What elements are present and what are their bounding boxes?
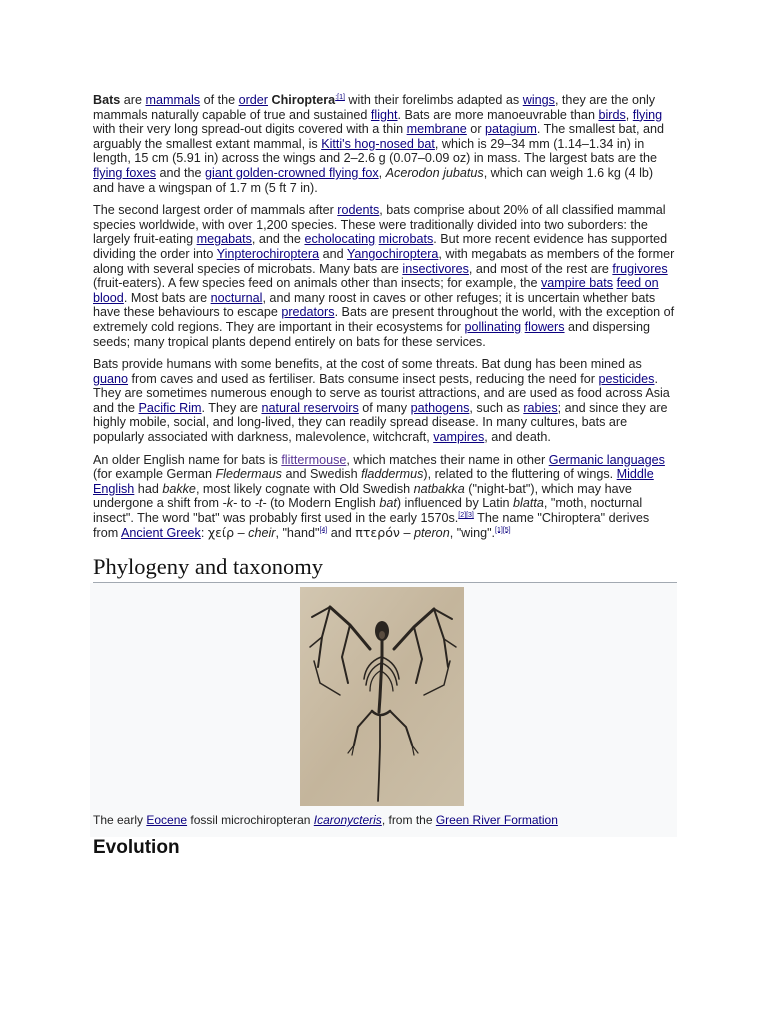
citation-ref[interactable]: [2][3] — [458, 511, 474, 519]
link-vampires[interactable]: vampires — [433, 430, 485, 445]
link-predators[interactable]: predators — [281, 305, 335, 320]
text-run: . They are — [201, 400, 262, 415]
text-run: . But more recent evidence has supported dividing the order into — [93, 232, 668, 261]
text-run: The early — [93, 813, 147, 828]
link-flowers[interactable]: flowers — [524, 319, 565, 334]
evolution-heading: Evolution — [93, 837, 180, 859]
text-run: , with megabats as members of the former along with several species of microbats. Many bats are — [93, 246, 675, 276]
text-run: fossil microchiropteran — [187, 813, 314, 828]
link-pacific-rim[interactable]: Pacific Rim — [138, 400, 202, 415]
italic-term: Acerodon jubatus — [385, 165, 484, 180]
text-run: from caves and used as fertiliser. Bats consume insect pests, reducing the need for — [128, 371, 599, 386]
text-run: The second largest order of mammals after — [93, 203, 338, 218]
text-run: . The smallest bat, and arguably the smallest extant mammal, is — [93, 122, 665, 151]
article-paragraphs — [93, 93, 677, 540]
bold-term: Chiroptera — [271, 93, 336, 107]
text-run: . Bats are present throughout the world, with the exception of extremely cold regions. They are important in their ecosystems for — [93, 305, 675, 334]
text-run: , from the — [381, 813, 436, 828]
link-flying[interactable]: flying — [632, 107, 663, 122]
italic-term: -t- — [254, 496, 267, 511]
text-run: ("night-bat"), which may have undergone a shift from — [93, 481, 632, 511]
link-echolocating[interactable]: echolocating — [304, 232, 376, 247]
italic-term: natbakka — [413, 481, 465, 496]
text-run: , and most of the rest are — [468, 261, 613, 276]
text-run: ), related to the fluttering of wings. — [423, 467, 617, 482]
link-yangochiroptera[interactable]: Yangochiroptera — [346, 246, 439, 261]
text-run: and the — [156, 165, 206, 180]
text-run: , and the — [251, 232, 305, 247]
text-run: , which is 29–34 mm (1.14–1.34 in) in length, 15 cm (5.91 in) across the wings and 2–2.6 g (0.07–0.09 oz) in mass. The largest bats are the — [93, 136, 658, 166]
link-guano[interactable]: guano — [93, 371, 129, 386]
figure — [90, 583, 677, 837]
text-run: ; and since they are highly mobile, social, and long-lived, they can readily spread disease. In many cultures, bats are popularly associated with darkness, malevolence, witchcraft, — [93, 400, 668, 445]
link-birds[interactable]: birds — [598, 107, 626, 122]
link-eocene[interactable]: Eocene — [146, 813, 188, 828]
italic-term: fladdermus — [361, 467, 424, 482]
text-run: . Most bats are — [123, 290, 211, 305]
link-icaronycteris[interactable]: Icaronycteris — [313, 813, 382, 828]
bold-term: Bats — [93, 93, 121, 107]
section-heading: Phylogeny and taxonomy — [93, 554, 677, 583]
text-run: , which can weigh 1.6 kg (4 lb) and have a wingspan of 1.7 m (5 ft 7 in). — [93, 165, 654, 195]
italic-term: bakke — [162, 481, 196, 496]
text-run: (to Modern English — [266, 496, 380, 511]
text-run: and — [327, 525, 356, 540]
text-run: – — [234, 525, 249, 540]
link-yinpterochiroptera[interactable]: Yinpterochiroptera — [216, 246, 320, 261]
text-run: ) influenced by Latin — [396, 496, 514, 511]
text-run: to — [237, 496, 255, 511]
link-frugivores[interactable]: frugivores — [612, 261, 668, 276]
link-flying-foxes[interactable]: flying foxes — [93, 165, 156, 180]
link-membrane[interactable]: membrane — [406, 122, 467, 137]
text-run: or — [466, 122, 486, 137]
text-run: , which matches their name in other — [346, 452, 549, 467]
link-patagium[interactable]: patagium — [485, 122, 537, 137]
link-flight[interactable]: flight — [370, 107, 398, 122]
paragraph — [93, 357, 677, 445]
text-run: The name "Chiroptera" derives from — [93, 511, 650, 540]
italic-term: bat — [379, 496, 397, 511]
text-run: with their forelimbs adapted as — [344, 93, 523, 107]
italic-term: cheir — [248, 525, 276, 540]
paragraph — [93, 93, 677, 195]
link-giant-golden-crowned-flying-fox[interactable]: giant golden-crowned flying fox — [205, 165, 379, 180]
figure-caption — [93, 813, 558, 827]
text-run: An older English name for bats is — [93, 452, 282, 467]
link-rodents[interactable]: rodents — [337, 203, 380, 218]
text-run: , "wing". — [449, 525, 496, 540]
link-megabats[interactable]: megabats — [196, 232, 252, 247]
link-ancient-greek[interactable]: Ancient Greek — [121, 525, 201, 540]
citation-ref[interactable]: [4] — [319, 526, 328, 534]
link-microbats[interactable]: microbats — [378, 232, 434, 247]
link-vampire-bats[interactable]: vampire bats — [541, 276, 614, 291]
link-mammals[interactable]: mammals — [145, 93, 201, 107]
link-insectivores[interactable]: insectivores — [402, 261, 469, 276]
link-feed-on-blood[interactable]: feed on blood — [93, 276, 659, 305]
paragraph — [93, 453, 677, 541]
text-run: : — [200, 525, 208, 540]
link-germanic-languages[interactable]: Germanic languages — [548, 452, 665, 467]
text-run: , they are the only mammals naturally capable of true and sustained — [93, 93, 656, 122]
link-nocturnal[interactable]: nocturnal — [210, 290, 263, 305]
link-flittermouse[interactable]: flittermouse — [281, 452, 347, 467]
text-run: , and death. — [484, 430, 551, 445]
link-wings[interactable]: wings — [522, 93, 555, 107]
fossil-image — [300, 587, 464, 806]
article-body — [93, 93, 677, 859]
italic-term: -k- — [222, 496, 238, 511]
link-pathogens[interactable]: pathogens — [410, 400, 470, 415]
citation-ref[interactable]: :[1] — [335, 93, 345, 101]
text-run: and dispersing seeds; many tropical plants depend entirely on bats for these services. — [93, 319, 650, 349]
greek-word: πτερόν — [355, 524, 400, 540]
text-run: Bats provide humans with some benefits, at the cost of some threats. Bat dung has been mined as — [93, 357, 642, 372]
text-run: , "moth, nocturnal insect". The word "bat" was probably first used in the early 1570s. — [93, 496, 643, 526]
citation-ref[interactable]: [1][5] — [495, 526, 511, 534]
text-run: with their very long spread-out digits covered with a thin — [93, 122, 407, 137]
link-rabies[interactable]: rabies — [523, 400, 558, 415]
fossil-skeleton-drawing — [300, 587, 464, 806]
text-run: and — [319, 246, 347, 261]
text-run: , most likely cognate with Old Swedish — [195, 481, 414, 496]
text-run: , "hand" — [275, 525, 320, 540]
link-pesticides[interactable]: pesticides — [598, 371, 655, 386]
link-natural-reservoirs[interactable]: natural reservoirs — [261, 400, 359, 415]
text-run: . They are sometimes numerous enough to serve as tourist attractions, and are used as food across Asia and the — [93, 371, 670, 415]
italic-term: pteron — [413, 525, 450, 540]
text-run: of the — [200, 93, 239, 107]
text-run: , — [378, 165, 386, 180]
italic-term: blatta — [513, 496, 544, 511]
italic-term: Fledermaus — [215, 467, 282, 482]
text-run: , such as — [469, 400, 524, 415]
text-run: – — [399, 525, 414, 540]
link-green-river-formation[interactable]: Green River Formation — [435, 813, 558, 828]
text-run: are — [120, 93, 146, 107]
text-run: (fruit-eaters). A few species feed on animals other than insects; for example, the — [93, 276, 541, 291]
text-run: , and many roost in caves or other refuges; it is uncertain whether bats have these behaviours to escape — [93, 290, 656, 320]
link-kitti-s-hog-nosed-bat[interactable]: Kitti's hog-nosed bat — [321, 136, 435, 151]
text-run: had — [134, 481, 163, 496]
text-run: , — [625, 107, 633, 122]
text-run: . Bats are more manoeuvrable than — [397, 107, 599, 122]
link-middle-english[interactable]: Middle English — [93, 467, 654, 496]
link-pollinating[interactable]: pollinating — [464, 319, 522, 334]
link-order[interactable]: order — [238, 93, 268, 107]
paragraph — [93, 203, 677, 349]
text-run: and Swedish — [281, 467, 362, 482]
text-run: , bats comprise about 20% of all classified mammal species worldwide, with over 1,200 species. These were traditionally divided into two suborders: the largely fruit-eating — [93, 203, 666, 247]
text-run: (for example German — [93, 467, 216, 482]
text-run: of many — [358, 400, 411, 415]
greek-word: χείρ — [207, 524, 235, 540]
